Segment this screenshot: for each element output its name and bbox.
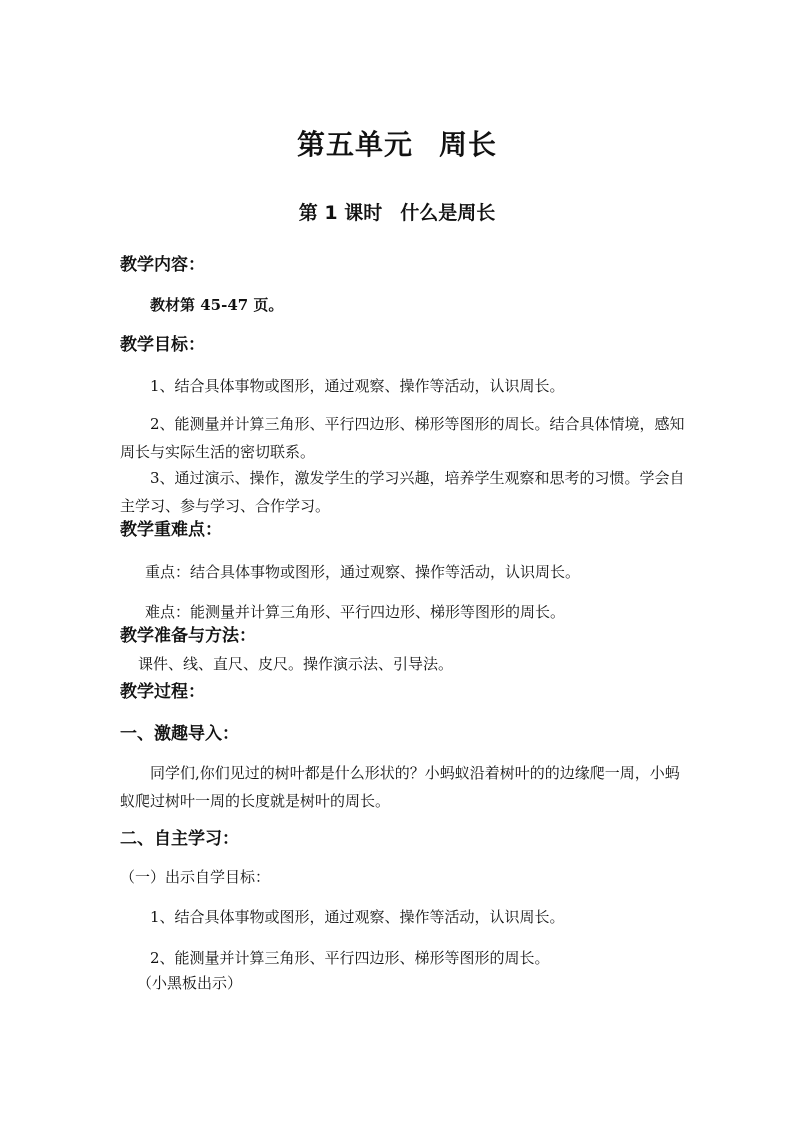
lesson-title-name: 什么是周长: [400, 202, 496, 224]
section-2-sub: （一）出示自学目标：: [120, 868, 271, 886]
section-2-goal-1: 1、结合具体事物或图形，通过观察、操作等活动，认识周长。: [150, 908, 565, 926]
key-point: 重点：结合具体事物或图形，通过观察、操作等活动，认识周长。: [145, 563, 581, 581]
unit-title: [0, 127, 794, 163]
section-2-note: （小黑板出示）: [137, 974, 243, 992]
goal-2: 2、能测量并计算三角形、平行四边形、梯形等图形的周长。结合具体情境，感知周长与实际生活的密切联系。: [120, 415, 685, 461]
lesson-title-number: 第 1 课时: [298, 202, 383, 224]
unit-title-name: 周长: [439, 128, 498, 161]
goal-1: 1、结合具体事物或图形，通过观察、操作等活动，认识周长。: [150, 377, 565, 395]
section-1-text: 同学们,你们见过的树叶都是什么形状的？小蚂蚁沿着树叶的的边缘爬一周，小蚂蚁爬过树叶一周的长度就是树叶的周长。: [120, 764, 680, 810]
goal-3: 3、通过演示、操作，激发学生的学习兴趣，培养学生观察和思考的习惯。学会自主学习、参与学习、合作学习。: [120, 469, 685, 515]
section-2-heading: 二、自主学习：: [120, 829, 239, 849]
goals-heading: 教学目标：: [120, 335, 205, 355]
process-heading: 教学过程：: [120, 682, 205, 702]
content-heading: 教学内容：: [120, 255, 205, 275]
unit-title-number: 第五单元: [296, 128, 413, 161]
content-text: 教材第 45-47 页。: [150, 296, 284, 314]
difficult-point: 难点：能测量并计算三角形、平行四边形、梯形等图形的周长。: [145, 603, 566, 621]
section-1-heading: 一、激趣导入：: [120, 724, 239, 744]
section-2-goal-2: 2、能测量并计算三角形、平行四边形、梯形等图形的周长。: [150, 949, 550, 967]
prep-heading: 教学准备与方法：: [120, 626, 256, 646]
lesson-title: [0, 200, 794, 226]
prep-text: 课件、线、直尺、皮尺。操作演示法、引导法。: [138, 655, 454, 673]
keypoints-heading: 教学重难点：: [120, 520, 222, 540]
